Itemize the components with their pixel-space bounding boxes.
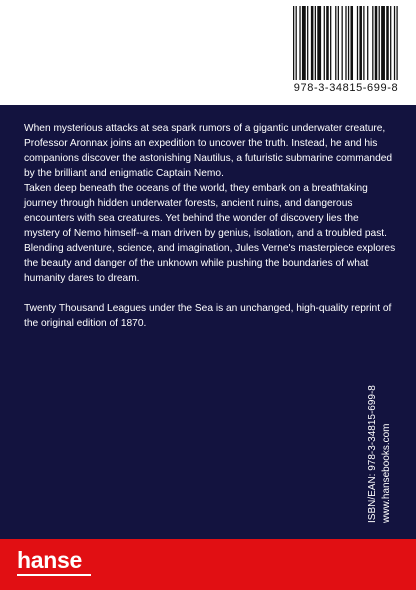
barcode-bar <box>357 6 358 80</box>
barcode-bar <box>293 6 294 80</box>
barcode-bar <box>342 6 343 80</box>
barcode-bar <box>394 6 395 80</box>
top-white-area <box>0 0 416 105</box>
barcode-bar <box>375 6 378 80</box>
barcode-bar <box>348 6 349 80</box>
barcode-bar <box>299 6 300 80</box>
barcode-bar <box>386 6 389 80</box>
barcode-bar <box>345 6 346 80</box>
barcode-bar <box>330 6 331 80</box>
website-line: www.hansebooks.com <box>381 423 392 523</box>
isbn-vertical <box>366 363 410 523</box>
barcode-bar <box>338 6 339 80</box>
barcode-bar <box>315 6 316 80</box>
blurb-text <box>24 121 396 331</box>
barcode-bar <box>381 6 385 80</box>
blurb-paragraph-2: Taken deep beneath the oceans of the world, they embark on a breathtaking journey through hidden underwater forests, ancient ruins, and dangerous encounters with sea creatures. Yet behind the wonder of discovery lies the mystery of Nemo himself--a man driven by genius, isolation, and a troubled past. <box>24 183 387 239</box>
description-panel <box>0 105 416 539</box>
barcode-bar <box>326 6 329 80</box>
barcode-bar <box>379 6 380 80</box>
blurb-paragraph-1: When mysterious attacks at sea spark rumors of a gigantic underwater creature, Professor Aronnax joins an expedition to uncover the truth. Instead, he and his companions discover the astonishing Nautilus, a futuristic submarine commanded by the brilliant and enigmatic Captain Nemo. <box>24 123 393 179</box>
barcode-bar <box>317 6 321 80</box>
barcode-bar <box>363 6 364 80</box>
barcode-bar <box>296 6 297 80</box>
barcode-number: 978-3-34815-699-8 <box>293 82 399 94</box>
barcode <box>285 6 407 96</box>
barcode-bar <box>359 6 362 80</box>
isbn-line: ISBN/EAN: 978-3-34815-699-8 <box>367 385 378 523</box>
blurb-paragraph-3: Blending adventure, science, and imagination, Jules Verne's masterpiece explores the beauty and danger of the unknown while pushing the boundaries of what humanity dares to dream. <box>24 243 396 284</box>
barcode-bar <box>396 6 397 80</box>
publisher-band <box>0 539 416 590</box>
barcode-bar <box>302 6 306 80</box>
barcode-bar <box>390 6 391 80</box>
blurb-paragraph-4: Twenty Thousand Leagues under the Sea is an unchanged, high-quality reprint of the original edition of 1870. <box>24 303 392 329</box>
publisher-logo-underline <box>17 574 91 576</box>
barcode-bars <box>293 6 399 80</box>
barcode-bar <box>324 6 325 80</box>
barcode-bar <box>367 6 368 80</box>
publisher-logo: hanse <box>17 547 82 573</box>
barcode-bar <box>335 6 336 80</box>
isbn-rotated-block <box>366 363 410 523</box>
barcode-bar <box>311 6 314 80</box>
barcode-bar <box>307 6 308 80</box>
barcode-bar <box>372 6 373 80</box>
barcode-bar <box>350 6 353 80</box>
